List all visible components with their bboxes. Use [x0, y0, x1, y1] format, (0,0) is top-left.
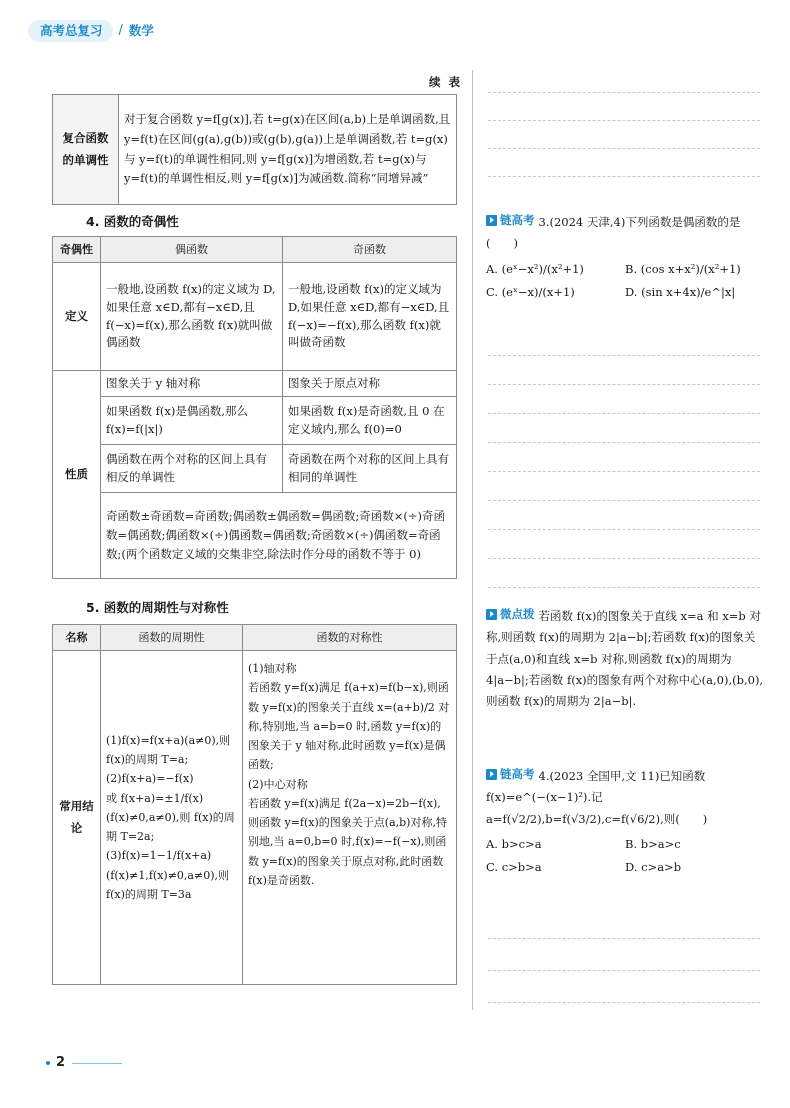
- conclusion-label: 常用结论: [53, 651, 101, 985]
- page-dot: [46, 1061, 50, 1065]
- parity-header-1: 偶函数: [101, 237, 283, 263]
- note-line: [488, 587, 760, 588]
- symmetry-axis-text: 若函数 y=f(x)满足 f(a+x)=f(b−x),则函数 y=f(x)的图象关于直线 x=(a+b)/2 对称,特别地,当 a=b=0 时,函数 y=f(x)的图象关于 y 轴对称,此时函数 y=f(x)是偶函数;: [248, 681, 450, 772]
- period-header-2: 函数的对称性: [243, 625, 457, 651]
- q4-option-a: A. b>c>a: [486, 836, 542, 851]
- note-line: [488, 442, 760, 443]
- q3-option-d: D. (sin x+4x)/e^|x|: [625, 284, 736, 299]
- definition-odd: 一般地,设函数 f(x)的定义域为 D,如果任意 x∈D,都有−x∈D,且 f(−x)=−f(x),那么函数 f(x)就叫做奇函数: [283, 263, 457, 371]
- composite-table: [52, 94, 457, 205]
- question-4: [486, 764, 764, 878]
- q3-option-c: C. (eˣ−x)/(x+1): [486, 284, 575, 299]
- header-separator: /: [118, 22, 123, 38]
- note-line: [488, 558, 760, 559]
- note-line: [488, 355, 760, 356]
- q4-option-d: D. c>a>b: [625, 860, 682, 875]
- prop2-odd: 如果函数 f(x)是奇函数,且 0 在定义域内,那么 f(0)=0: [283, 397, 457, 445]
- symmetry-cell: [243, 651, 457, 985]
- q3-option-b: B. (cos x+x²)/(x²+1): [625, 261, 741, 276]
- period-item-6: (f(x)≠1,f(x)≠0,a≠0),则 f(x)的周期 T=3a: [106, 868, 229, 901]
- symmetry-heading-center: (2)中心对称: [248, 777, 308, 791]
- symmetry-center-text: 若函数 y=f(x)满足 f(2a−x)=2b−f(x),则函数 y=f(x)的图象关于点(a,b)对称,特别地,当 a=0,b=0 时,f(x)=−f(−x),则函数 y=f(x)的图象关于原点对称,此时函数 f(x)是奇函数.: [248, 796, 447, 887]
- note-line: [488, 1002, 760, 1003]
- parity-table: [52, 236, 457, 579]
- period-header-1: 函数的周期性: [101, 625, 243, 651]
- book-title: 高考总复习: [28, 20, 113, 42]
- note-line: [488, 970, 760, 971]
- continued-label: 续 表: [428, 75, 462, 89]
- prop4-combined: 奇函数±奇函数=奇函数;偶函数±偶函数=偶函数;奇函数×(÷)奇函数=偶函数;偶函数×(÷)偶函数=偶函数;奇函数×(÷)偶函数=奇函数;(两个函数定义域的交集非空,除法时作分母的函数不等于 0): [101, 493, 457, 579]
- composite-text: 对于复合函数 y=f[g(x)],若 t=g(x)在区间(a,b)上是单调函数,且 y=f(t)在区间(g(a),g(b))或(g(b),g(a))上是单调函数,若 t=g(x)与 y=f(t)的单调性相同,则 y=f[g(x)]为增函数,若 t=g(x)与 y=f(t)的单调性相反,则 y=f[g(x)]为减函数.简称“同增异减”: [119, 95, 457, 205]
- note-line: [488, 92, 760, 93]
- q4-option-b: B. b>a>c: [625, 836, 681, 851]
- note-line: [488, 120, 760, 121]
- note-line: [488, 384, 760, 385]
- tip-badge: 微点拨: [486, 604, 535, 625]
- link-exam-badge: 链高考: [486, 764, 535, 785]
- period-header-0: 名称: [53, 625, 101, 651]
- note-line: [488, 500, 760, 501]
- note-line: [488, 471, 760, 472]
- prop1-even: 图象关于 y 轴对称: [101, 371, 283, 397]
- q3-options: [486, 259, 764, 304]
- note-line: [488, 148, 760, 149]
- subject-title: 数学: [128, 23, 154, 39]
- play-icon: [486, 609, 497, 620]
- q4-option-c: C. c>b>a: [486, 860, 542, 875]
- section4-title: 4. 函数的奇偶性: [86, 214, 179, 229]
- definition-even: 一般地,设函数 f(x)的定义域为 D,如果任意 x∈D,都有−x∈D,且 f(−x)=f(x),那么函数 f(x)就叫做偶函数: [101, 263, 283, 371]
- question-3: [486, 210, 764, 303]
- period-cell: [101, 651, 243, 985]
- prop1-odd: 图象关于原点对称: [283, 371, 457, 397]
- symmetry-heading-axis: (1)轴对称: [248, 662, 297, 675]
- tip-block: [486, 604, 764, 712]
- definition-label: 定义: [53, 263, 101, 371]
- prop2-even: 如果函数 f(x)是偶函数,那么 f(x)=f(|x|): [101, 397, 283, 445]
- q4-options: [486, 834, 764, 879]
- page-header: [28, 20, 154, 42]
- q3-stem: 3.(2024 天津,4)下列函数是偶函数的是( ): [486, 215, 741, 251]
- note-line: [488, 413, 760, 414]
- q3-option-a: A. (eˣ−x²)/(x²+1): [486, 261, 584, 276]
- column-divider: [472, 70, 473, 1010]
- period-item-1: (1)f(x)=f(x+a)(a≠0),则 f(x)的周期 T=a;: [106, 733, 231, 767]
- section5-title: 5. 函数的周期性与对称性: [86, 600, 229, 615]
- note-line: [488, 938, 760, 939]
- period-item-2: (2)f(x+a)=−f(x): [106, 772, 194, 786]
- page-number: 2: [56, 1055, 66, 1070]
- play-icon: [486, 769, 497, 780]
- q4-stem: 4.(2023 全国甲,文 11)已知函数 f(x)=e^(−(x−1)²).记 a=f(√2/2),b=f(√3/2),c=f(√6/2),则( ): [486, 769, 708, 826]
- parity-header-0: 奇偶性: [53, 237, 101, 263]
- period-item-3: 或 f(x+a)=±1/f(x): [106, 791, 204, 805]
- period-item-4: (f(x)≠0,a≠0),则 f(x)的周期 T=2a;: [106, 810, 235, 844]
- note-line: [488, 529, 760, 530]
- play-icon: [486, 215, 497, 226]
- note-line: [488, 176, 760, 177]
- page-rule: [72, 1063, 122, 1064]
- prop3-even: 偶函数在两个对称的区间上具有相反的单调性: [101, 445, 283, 493]
- period-item-5: (3)f(x)=1−1/f(x+a): [106, 849, 212, 863]
- parity-header-2: 奇函数: [283, 237, 457, 263]
- composite-label: 复合函数的单调性: [53, 95, 119, 205]
- property-label: 性质: [53, 371, 101, 579]
- link-exam-badge: 链高考: [486, 210, 535, 231]
- prop3-odd: 奇函数在两个对称的区间上具有相同的单调性: [283, 445, 457, 493]
- tip-text: 若函数 f(x)的图象关于直线 x=a 和 x=b 对称,则函数 f(x)的周期为 2|a−b|;若函数 f(x)的图象关于点(a,0)和直线 x=b 对称,则函数 f(x)的周期为 4|a−b|;若函数 f(x)的图象有两个对称中心(a,0),(b,0),则函数 f(x)的周期为 2|a−b|.: [486, 609, 764, 709]
- period-table: [52, 624, 457, 985]
